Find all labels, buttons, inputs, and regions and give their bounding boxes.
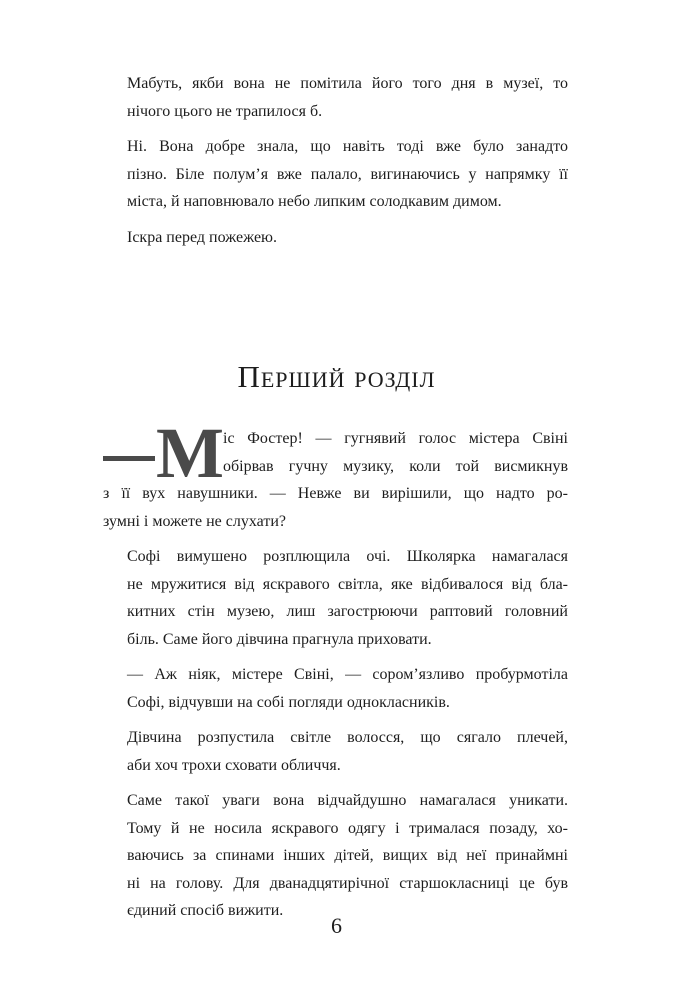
intro-paragraph-1: [103, 70, 568, 125]
text-line: Саме такої уваги вона відчайдушно намагалася уникати.: [127, 792, 568, 809]
chapter-paragraph-4: [103, 724, 568, 779]
chapter-paragraph-5: [103, 787, 568, 925]
dropcap-paragraph: [103, 413, 568, 535]
text-line: Мабуть, якби вона не помітила його того дня в музеї, то: [127, 75, 568, 92]
text-line: іс Фостер! — гугнявий голос містера Свіні: [223, 430, 568, 447]
page-number: 6: [331, 913, 342, 938]
text-line: міста, й наповнювало небо липким солодкавим димом.: [127, 193, 502, 210]
text-line: китних стін музею, лиш загострюючи раптовий головний: [127, 603, 568, 620]
chapter-body: [103, 413, 568, 933]
text-line: єдиний спосіб вижити.: [127, 902, 284, 919]
text-line: Софі вимушено розплющила очі. Школярка намагалася: [127, 548, 568, 565]
text-line: нічого цього не трапилося б.: [127, 102, 323, 120]
text-line: ваючись за спинами інших дітей, вищих від неї принаймні: [127, 847, 568, 864]
text-line: Софі, відчувши на собі погляди однокласників.: [127, 693, 450, 711]
em-dash-mark: [103, 456, 155, 461]
text-line: — Аж ніяк, містере Свіні, — сором’язливо пробурмотіла: [127, 666, 568, 683]
text-line: обірвав гучну музику, коли той висмикнув: [223, 457, 568, 475]
text-line: зумні і можете не слухати?: [103, 512, 286, 530]
chapter-title: Перший розділ: [237, 358, 436, 394]
text-line: не мружитися від яскравого світла, яке відбивалося від бла-: [127, 575, 568, 593]
text-line: Іскра перед пожежею.: [127, 228, 278, 246]
text-line: аби хоч трохи сховати обличчя.: [127, 756, 341, 774]
text-line: ні на голову. Для дванадцятирічної старшокласниці це був: [127, 874, 568, 892]
text-line: Дівчина розпустила світле волосся, що сягало плечей,: [127, 729, 568, 746]
drop-cap-letter: М: [156, 413, 224, 493]
intro-section: [103, 70, 568, 259]
text-line: з її вух навушники. — Невже ви вирішили, що надто ро-: [103, 485, 568, 502]
text-line: Тому й не носила яскравого одягу і трималася позаду, хо-: [127, 819, 568, 837]
chapter-paragraph-2: [103, 543, 568, 653]
text-line: біль. Саме його дівчина прагнула приховати.: [127, 630, 432, 648]
text-line: Ні. Вона добре знала, що навіть тоді вже було занадто: [127, 138, 568, 155]
chapter-paragraph-3: [103, 661, 568, 716]
intro-paragraph-2: [103, 133, 568, 216]
intro-paragraph-3: [103, 224, 568, 252]
text-line: пізно. Біле полум’я вже палало, вигинаючись у напрямку її: [127, 165, 568, 183]
